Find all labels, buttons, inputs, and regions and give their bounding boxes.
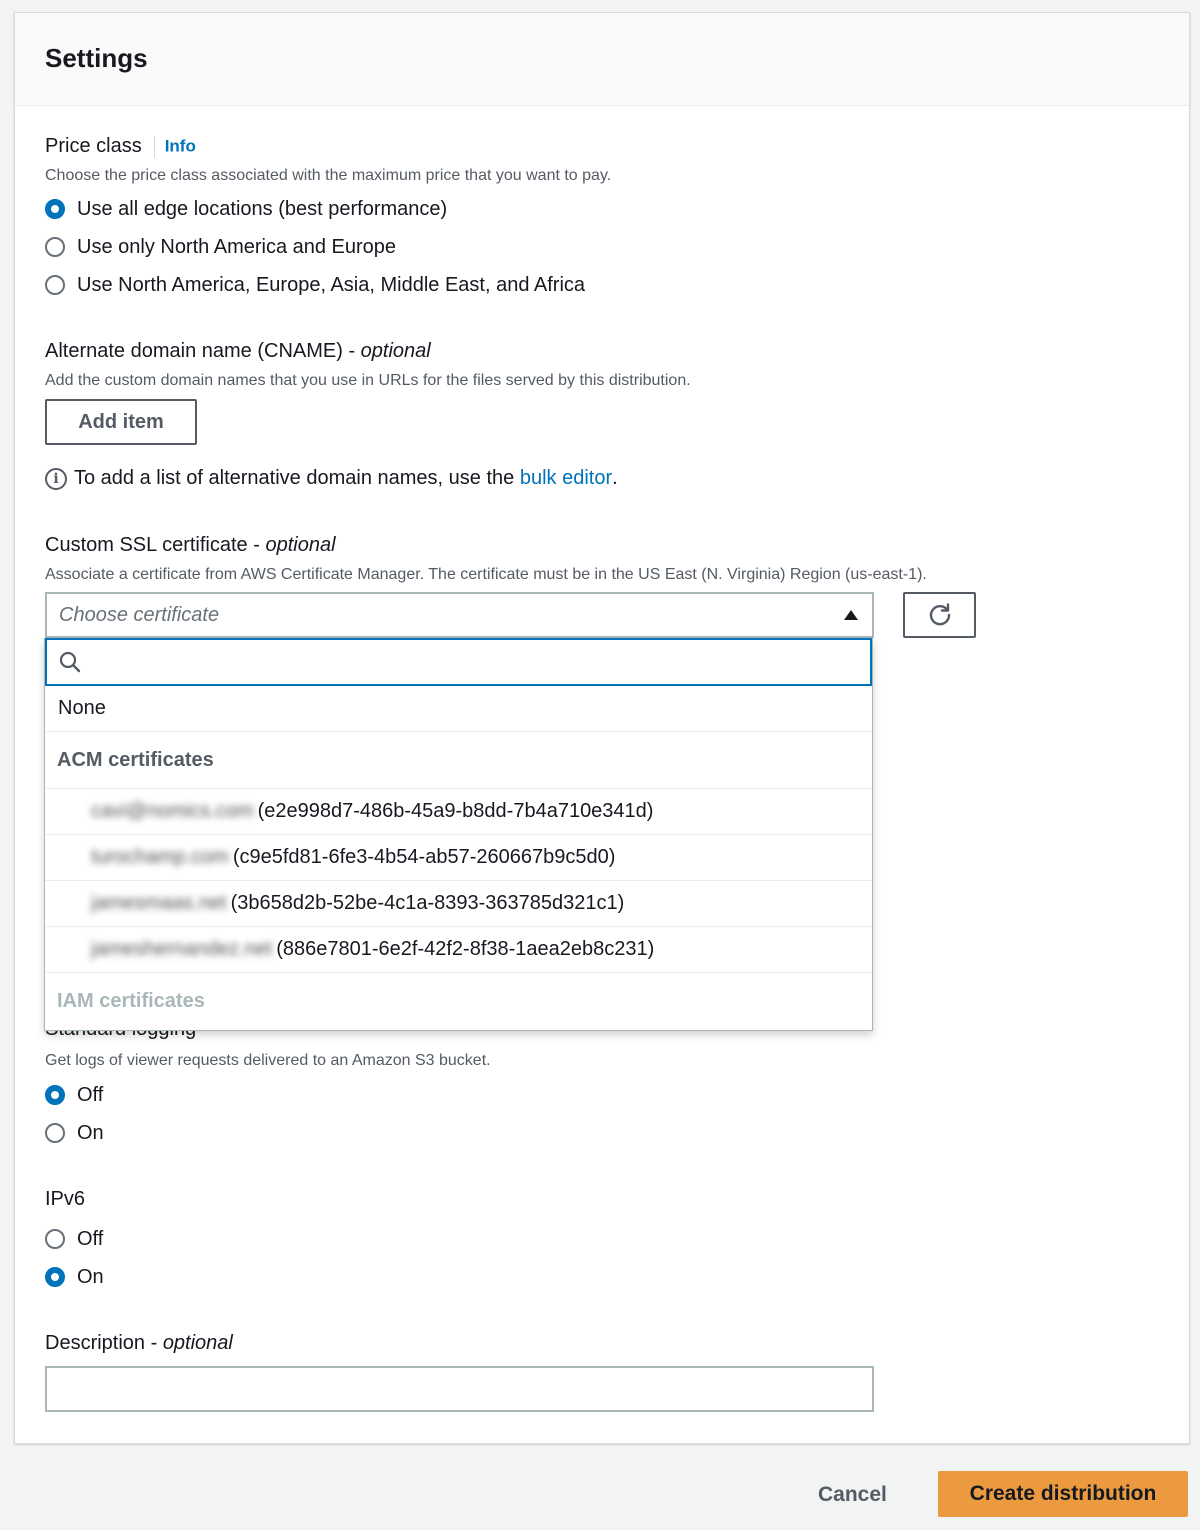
- radio-checked-icon[interactable]: [45, 199, 65, 219]
- certificate-option[interactable]: [45, 789, 872, 835]
- price-class-radio-group: [45, 194, 585, 300]
- panel-header: [15, 13, 1189, 106]
- add-item-button[interactable]: Add item: [45, 399, 197, 445]
- radio-unchecked-icon[interactable]: [45, 1229, 65, 1249]
- logging-description: Get logs of viewer requests delivered to an Amazon S3 bucket.: [45, 1052, 491, 1069]
- certificate-dropdown: [44, 638, 873, 1031]
- option-none[interactable]: None: [45, 686, 872, 732]
- radio-ipv6-on[interactable]: On: [45, 1262, 104, 1292]
- panel-title: Settings: [45, 43, 148, 73]
- price-class-label: Price class Info: [45, 135, 196, 157]
- settings-panel: [14, 12, 1190, 1444]
- certificate-domain: jameshernandez.net: [91, 938, 273, 960]
- certificate-search-box[interactable]: [45, 638, 872, 686]
- description-input[interactable]: [45, 1366, 874, 1412]
- refresh-button[interactable]: [903, 592, 976, 638]
- radio-unchecked-icon[interactable]: [45, 1123, 65, 1143]
- caret-up-icon: [844, 610, 858, 620]
- certificate-option[interactable]: [45, 835, 872, 881]
- info-icon: i: [45, 468, 67, 490]
- certificate-id: (c9e5fd81-6fe3-4b54-ab57-260667b9c5d0): [232, 846, 616, 868]
- cname-description: Add the custom domain names that you use in URLs for the files served by this distribution.: [45, 372, 691, 389]
- radio-price-na-eu[interactable]: Use only North America and Europe: [45, 232, 585, 262]
- group-acm-certificates: ACM certificates: [45, 732, 872, 789]
- radio-checked-icon[interactable]: [45, 1085, 65, 1105]
- certificate-domain: jamesmaas.net: [91, 892, 227, 914]
- certificate-id: (3b658d2b-52be-4c1a-8393-363785d321c1): [230, 892, 625, 914]
- cancel-button[interactable]: Cancel: [818, 1483, 887, 1506]
- certificate-placeholder: Choose certificate: [59, 603, 220, 626]
- radio-price-na-eu-asia[interactable]: Use North America, Europe, Asia, Middle East, and Africa: [45, 270, 585, 300]
- bulk-editor-info: i To add a list of alternative domain names, use the bulk editor .: [45, 467, 618, 490]
- bulk-editor-link[interactable]: bulk editor: [519, 467, 613, 489]
- radio-unchecked-icon[interactable]: [45, 237, 65, 257]
- certificate-id: (e2e998d7-486b-45a9-b8dd-7b4a710e341d): [257, 800, 654, 822]
- radio-unchecked-icon[interactable]: [45, 275, 65, 295]
- search-icon: [59, 651, 81, 673]
- radio-checked-icon[interactable]: [45, 1267, 65, 1287]
- description-label: Description - optional: [45, 1332, 233, 1354]
- ssl-description: Associate a certificate from AWS Certificate Manager. The certificate must be in the US East (N. Virginia) Region (us-east-1).: [45, 566, 927, 583]
- group-iam-certificates: IAM certificates: [57, 990, 205, 1012]
- refresh-icon: [927, 602, 953, 628]
- radio-price-all[interactable]: Use all edge locations (best performance): [45, 194, 585, 224]
- certificate-id: (886e7801-6e2f-42f2-8f38-1aea2eb8c231): [276, 938, 655, 960]
- certificate-domain: cavi@nomics.com: [91, 800, 254, 822]
- ipv6-radio-group: [45, 1224, 104, 1292]
- ipv6-label: IPv6: [45, 1188, 86, 1210]
- certificate-option[interactable]: [45, 881, 872, 927]
- ssl-label: Custom SSL certificate - optional: [45, 534, 336, 556]
- certificate-select[interactable]: [45, 592, 874, 638]
- price-class-info-link[interactable]: Info: [164, 136, 196, 156]
- certificate-search-input[interactable]: [89, 641, 870, 683]
- create-distribution-button[interactable]: Create distribution: [938, 1471, 1188, 1517]
- cname-label: Alternate domain name (CNAME) - optional: [45, 340, 431, 362]
- radio-logging-off[interactable]: Off: [45, 1080, 104, 1110]
- radio-logging-on[interactable]: On: [45, 1118, 104, 1148]
- logging-radio-group: [45, 1080, 104, 1148]
- certificate-option[interactable]: [45, 927, 872, 973]
- certificate-domain: turochamp.com: [91, 846, 229, 868]
- radio-ipv6-off[interactable]: Off: [45, 1224, 104, 1254]
- price-class-description: Choose the price class associated with the maximum price that you want to pay.: [45, 167, 612, 184]
